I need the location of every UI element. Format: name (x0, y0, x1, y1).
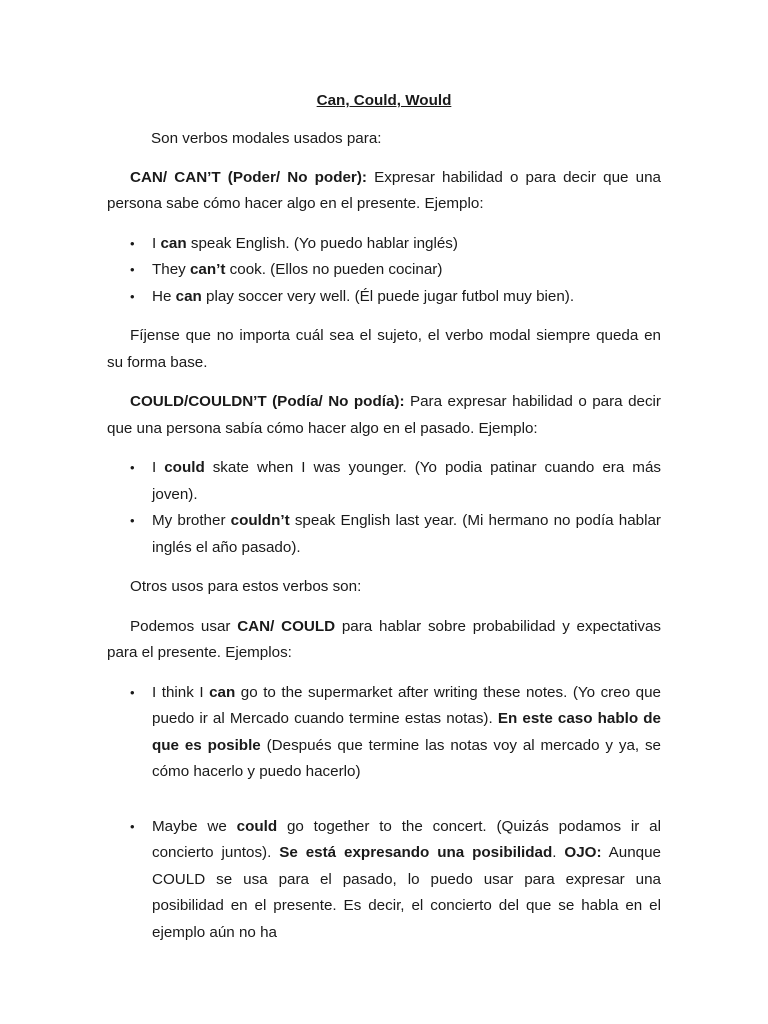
probability-examples-list (107, 680, 661, 786)
can-section-heading: CAN/ CAN’T (Poder/ No poder): (130, 168, 367, 186)
probability-paragraph: Podemos usar CAN/ COULD para hablar sobre probabilidad y expectativas para el presente. Ejemplos: (107, 617, 661, 661)
page-title: Can, Could, Would (316, 92, 452, 109)
can-section-paragraph (107, 165, 661, 218)
list-item: • Maybe we could go together to the concert. (Quizás podamos ir al concierto juntos). Se está expresando una posibilidad. OJO: Aunque COULD se usa para el pasado, lo puedo usar para expresar una posibilidad en el presente. Es decir, el concierto del que se habla en el ejemplo aún no ha (107, 814, 661, 947)
list-item: • My brother couldn’t speak English last year. (Mi hermano no podía hablar inglés el año pasado). (107, 508, 661, 561)
possibility-examples-list (107, 814, 661, 947)
list-item: • He can play soccer very well. (Él puede jugar futbol muy bien). (107, 284, 661, 311)
bullet-icon: • (130, 262, 135, 277)
bullet-icon: • (130, 288, 135, 304)
bullet-icon: • (130, 513, 135, 528)
list-item: • They can’t cook. (Ellos no pueden cocinar) (107, 257, 661, 284)
note-paragraph: Fíjense que no importa cuál sea el sujeto, el verbo modal siempre queda en su forma base. (107, 327, 661, 371)
bullet-icon: • (130, 235, 135, 251)
can-section-text: Expresar habilidad o para decir que una persona sabe cómo hacer algo en el presente. Ejemplo: (107, 168, 661, 212)
intro-text: Son verbos modales usados para: (151, 130, 382, 147)
bullet-icon: • (130, 684, 135, 700)
list-item: • I can speak English. (Yo puedo hablar inglés) (107, 231, 661, 258)
could-examples-list (107, 455, 661, 561)
document-page (107, 88, 661, 946)
bullet-icon: • (130, 818, 135, 834)
could-section-heading: COULD/COULDN’T (Podía/ No podía): (130, 393, 405, 410)
list-item: • I think I can go to the supermarket after writing these notes. (Yo creo que puedo ir al Mercado cuando termine estas notas). En este caso hablo de que es posible (Después que termine las notas voy al mercado y ya, se cómo hacerlo y puedo hacerlo) (107, 680, 661, 786)
could-section-text: Para expresar habilidad o para decir que una persona sabía cómo hacer algo en el pasado. Ejemplo: (107, 393, 661, 437)
bullet-icon: • (130, 460, 135, 475)
other-uses-text: Otros usos para estos verbos son: (130, 578, 362, 595)
could-section-paragraph (107, 389, 661, 442)
can-examples-list (107, 231, 661, 311)
list-item: • I could skate when I was younger. (Yo podia patinar cuando era más joven). (107, 455, 661, 508)
